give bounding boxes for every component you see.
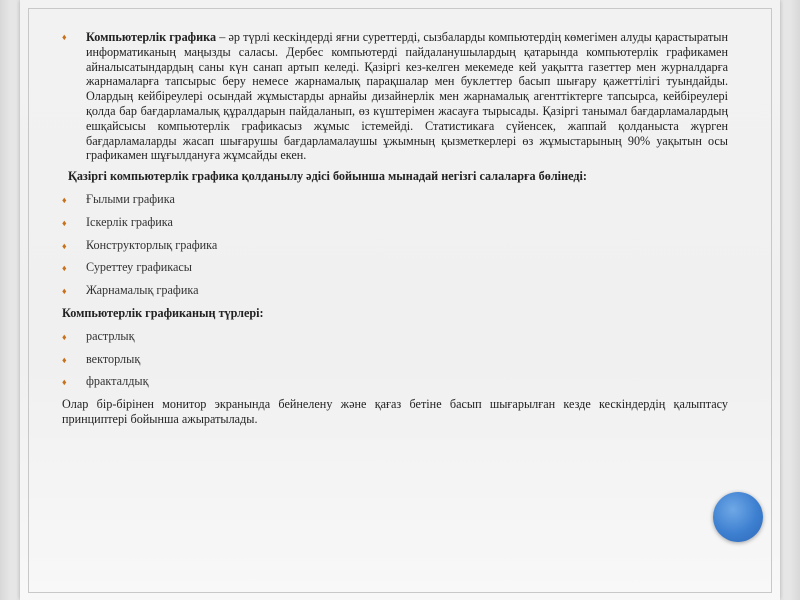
diamond-bullet-icon: ♦ <box>62 32 67 42</box>
list-item: ♦ Конструкторлық графика <box>62 237 218 252</box>
list-item: ♦ Жарнамалық графика <box>62 283 199 298</box>
areas-list <box>62 192 728 298</box>
intro-paragraph <box>62 30 728 163</box>
diamond-bullet-icon: ♦ <box>62 217 67 228</box>
areas-heading: Қазіргі компьютерлік графика қолданылу әдісі бойынша мынадай негізгі салаларға бөлінеді: <box>68 169 587 184</box>
list-item: ♦ растрлық <box>62 328 135 343</box>
diamond-bullet-icon: ♦ <box>62 194 67 205</box>
list-item: ♦ Суреттеу графикасы <box>62 260 192 275</box>
slide-frame-top <box>28 8 772 10</box>
list-item: ♦ Іскерлік графика <box>62 214 173 229</box>
diamond-bullet-icon: ♦ <box>62 286 67 297</box>
types-heading: Компьютерлік графиканың түрлері: <box>62 305 264 320</box>
intro-text: – әр түрлі кескіндерді яғни суреттерді, сызбаларды компьютердің көмегімен алуды қарастыратын информатиканың маңызды саласы. Дербес компьютерді пайдаланушылардың қатарында компьютерлік графикамен айналысатындардың саны күн санап артып келеді. Қазіргі кез-келген мекемеде кей уақытта газеттер мен журналдарға жарнамаларға тапсырыс беру немесе жарнамалық парақшалар мен буклеттер басып шығару қажеттілігі туындайды. Олардың кейбіреулері осындай жұмыстарды арнайы дизайнерлік мен жарнамалық агенттіктерге тапсырса, кейбіреулері қолда бар бағдарламалық құралдарын пайдаланып, өз күштерімен жасауға тырысады. Қазіргі танымал бағдарламалардың ешқайсысы компьютерлік графикасыз жұмыс істемейді. Статистикаға сүйенсек, жаппай қолданыста жүрген бағдарламаларды жасап шығарушы бағдарламалаушы ұжымның қызметкерлері өз жұмыстарының 90% уақытын осы графикамен шұғылдануға жұмсайды екен. <box>86 30 729 163</box>
list-item: ♦ векторлық <box>62 351 141 366</box>
types-list <box>62 329 728 389</box>
diamond-bullet-icon: ♦ <box>62 240 67 251</box>
list-item: ♦ Ғылыми графика <box>62 191 175 206</box>
slide-frame-bottom <box>28 592 772 594</box>
slide-frame-left <box>28 8 30 592</box>
decorative-blue-circle <box>713 492 763 542</box>
slide-content <box>62 30 728 432</box>
diamond-bullet-icon: ♦ <box>62 331 67 342</box>
slide-frame-right <box>771 8 773 592</box>
intro-term: Компьютерлік графика <box>86 30 217 44</box>
diamond-bullet-icon: ♦ <box>62 263 67 274</box>
closing-paragraph: Олар бір-бірінен монитор экранында бейнелену және қағаз бетіне басып шығарылған кезде кескіндердің қалыптасу принциптері бойынша ажыратылады. <box>62 397 728 426</box>
diamond-bullet-icon: ♦ <box>62 354 67 365</box>
list-item: ♦ фракталдық <box>62 374 149 389</box>
diamond-bullet-icon: ♦ <box>62 377 67 388</box>
